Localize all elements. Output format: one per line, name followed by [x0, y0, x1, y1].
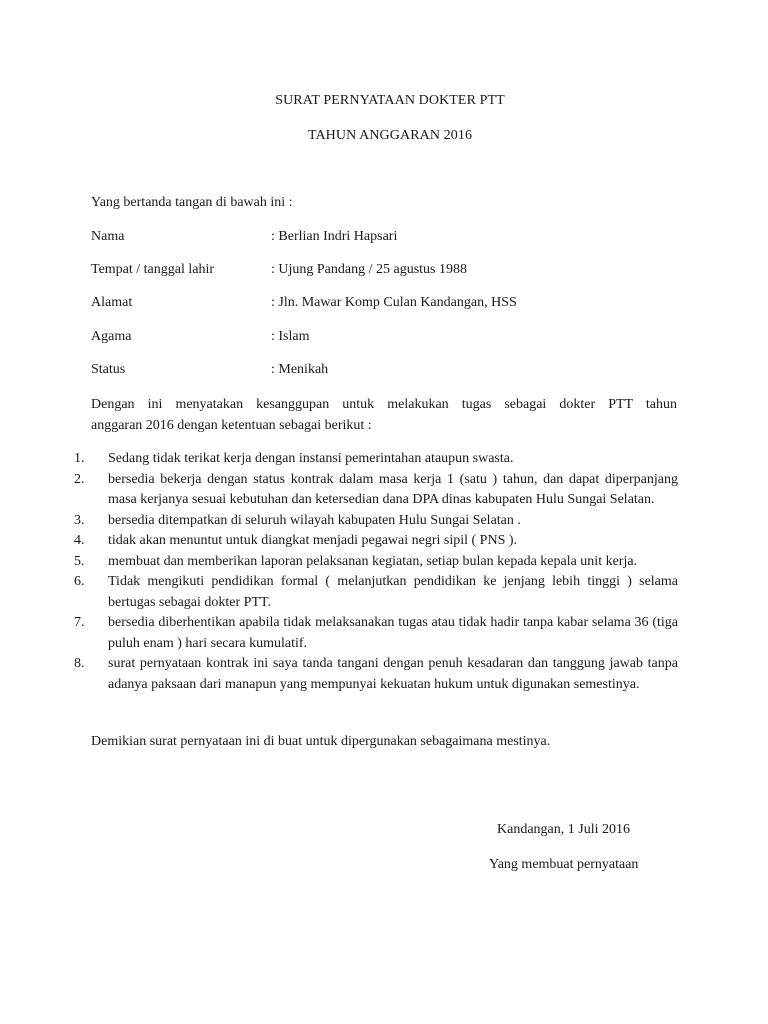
field-value: : Islam — [271, 329, 310, 344]
list-text: tidak akan menuntut untuk diangkat menjadi pegawai negri sipil ( PNS ). — [108, 533, 518, 548]
list-number: 6. — [74, 574, 85, 589]
field-alamat — [91, 295, 681, 315]
statement-paragraph — [91, 394, 677, 436]
intro-line: Yang bertanda tangan di bawah ini : — [91, 195, 293, 210]
field-value: : Ujung Pandang / 25 agustus 1988 — [271, 262, 467, 277]
field-value: : Berlian Indri Hapsari — [271, 229, 398, 244]
list-text: bersedia ditempatkan di seluruh wilayah kabupaten Hulu Sungai Selatan . — [108, 512, 521, 528]
list-item — [74, 572, 678, 613]
list-text: bersedia diberhentikan apabila tidak melaksanakan tugas atau tidak hadir tanpa kabar selama 36 (tiga puluh enam ) hari secara kumulatif. — [108, 615, 678, 651]
statement-line-1: Dengan ini menyatakan kesanggupan untuk melakukan tugas sebagai dokter PTT tahun — [91, 397, 677, 412]
letter-title: SURAT PERNYATAAN DOKTER PTT — [275, 93, 505, 108]
list-text: bersedia bekerja dengan status kontrak dalam masa kerja 1 (satu ) tahun, dan dapat diperpanjang masa kerjanya sesuai kebutuhan dan ketersedian dana DPA dinas kabupaten Hulu Sungai Selatan. — [108, 471, 678, 507]
field-agama — [91, 329, 681, 349]
list-number: 8. — [74, 656, 85, 671]
list-number: 1. — [74, 451, 85, 466]
field-label: Tempat / tanggal lahir — [91, 262, 215, 277]
list-number: 4. — [74, 533, 85, 548]
list-item — [74, 511, 678, 532]
list-number: 3. — [74, 512, 85, 528]
field-nama — [91, 229, 681, 249]
list-number: 2. — [74, 471, 85, 487]
field-tempat-tanggal-lahir — [91, 262, 681, 282]
list-item — [74, 449, 678, 470]
field-value: : Menikah — [271, 362, 329, 377]
field-label: Status — [91, 362, 126, 377]
signature-place-date: Kandangan, 1 Juli 2016 — [497, 822, 630, 837]
field-label: Agama — [91, 329, 132, 344]
conditions-list — [74, 449, 678, 695]
list-number: 7. — [74, 615, 85, 630]
field-status — [91, 362, 681, 382]
list-number: 5. — [74, 553, 85, 569]
list-text: Tidak mengikuti pendidikan formal ( melanjutkan pendidikan ke jenjang lebih tinggi ) selama bertugas sebagai dokter PTT. — [108, 574, 678, 610]
list-item — [74, 470, 678, 511]
letter-subtitle: TAHUN ANGGARAN 2016 — [307, 128, 473, 143]
list-item — [74, 654, 678, 695]
field-label: Nama — [91, 229, 125, 244]
field-label: Alamat — [91, 295, 133, 310]
list-text: membuat dan memberikan laporan pelaksanan kegiatan, setiap bulan kepada kepala unit kerja. — [108, 553, 638, 569]
field-value: : Jln. Mawar Komp Culan Kandangan, HSS — [271, 295, 517, 310]
signature-signer-label: Yang membuat pernyataan — [489, 857, 639, 872]
list-item — [74, 531, 678, 552]
list-item — [74, 552, 678, 573]
list-text: surat pernyataan kontrak ini saya tanda tangani dengan penuh kesadaran dan tanggung jawab tanpa adanya paksaan dari manapun yang mempunyai kekuatan hukum untuk digunakan semestinya. — [108, 656, 678, 692]
closing-line: Demikian surat pernyataan ini di buat untuk dipergunakan sebagaimana mestinya. — [91, 734, 551, 749]
list-text: Sedang tidak terikat kerja dengan instansi pemerintahan ataupun swasta. — [108, 451, 514, 466]
statement-line-2: anggaran 2016 dengan ketentuan sebagai berikut : — [91, 418, 372, 433]
list-item — [74, 613, 678, 654]
